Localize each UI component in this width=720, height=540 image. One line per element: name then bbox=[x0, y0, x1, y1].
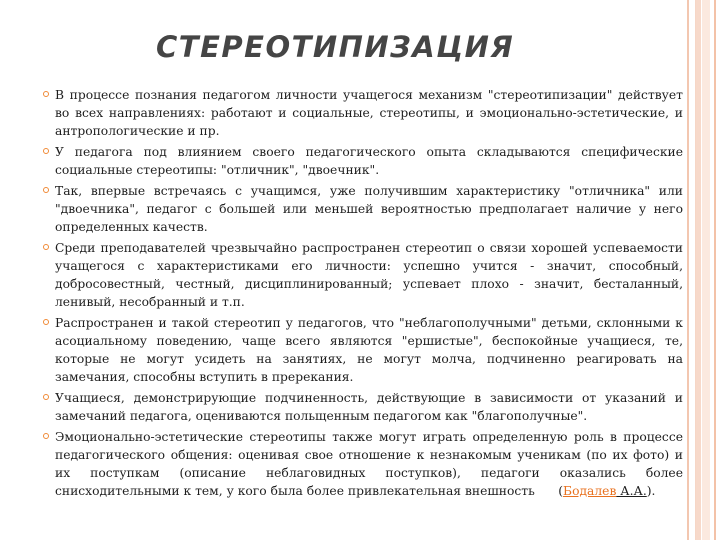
bullet-icon bbox=[43, 91, 49, 97]
bullet-icon bbox=[43, 433, 49, 439]
list-item bbox=[55, 239, 683, 311]
item-text: Учащиеся, демонстрирующие подчиненность, действующие в зависимости от указаний и замечаний педагога, оцениваются польщенным педагогом как "благополучные". bbox=[55, 391, 683, 423]
bullet-icon bbox=[43, 319, 49, 325]
item-text: В процессе познания педагогом личности учащегося механизм "стереотипизации" действует во всех направлениях: работают и социальные, стереотипы, и эмоционально-эстетические, и антропологические и пр. bbox=[55, 88, 683, 138]
slide-title: СТЕРЕОТИПИЗАЦИЯ bbox=[156, 30, 515, 64]
item-text: Среди преподавателей чрезвычайно распространен стереотип о связи хорошей успеваемости учащегося с характеристиками его личности: успешно учится - значит, способный, добросовестный, честный, дисциплинированный; успевает плохо - значит, бесталанный, ленивый, несобранный и т.п. bbox=[55, 241, 683, 309]
stripe-1 bbox=[687, 0, 689, 540]
bullet-list bbox=[55, 86, 683, 503]
item-text: У педагога под влиянием своего педагогического опыта складываются специфические социальные стереотипы: "отличник", "двоечник". bbox=[55, 145, 683, 177]
bullet-icon bbox=[43, 244, 49, 250]
author-link[interactable]: Бодалев bbox=[563, 484, 617, 498]
item-text: Эмоционально-эстетические стереотипы также могут играть определенную роль в процессе педагогического общения: оценивая свое отношение к незнакомым ученикам (по их фото) и их поступкам (описание неблаговидных поступков), педагоги оказались более снисходительными к тем, у кого была более привлекательная внешность bbox=[55, 430, 683, 498]
stripe-4 bbox=[702, 0, 710, 540]
list-item bbox=[55, 182, 683, 236]
list-item bbox=[55, 389, 683, 425]
item-text: Распространен и такой стереотип у педагогов, что "неблагополучными" детьми, склонными к асоциальному поведению, чаще всего являются "ершистые", беспокойные учащиеся, те, которые не могут усидеть на занятиях, не могут молча, подчиненно реагировать на замечания, способны вступить в пререкания. bbox=[55, 316, 683, 384]
list-item bbox=[55, 314, 683, 386]
list-item bbox=[55, 428, 683, 500]
reference bbox=[558, 484, 655, 498]
bullet-icon bbox=[43, 187, 49, 193]
bullet-icon bbox=[43, 394, 49, 400]
stripe-3 bbox=[696, 0, 701, 540]
item-text: Так, впервые встречаясь с учащимся, уже получившим характеристику "отличника" или "двоечника", педагог с большей или меньшей вероятностью предполагает наличие у него определенных качеств. bbox=[55, 184, 683, 234]
author-initials: А.А. bbox=[616, 484, 647, 498]
list-item bbox=[55, 86, 683, 140]
stripe-5 bbox=[714, 0, 716, 540]
reference-open: ( bbox=[558, 484, 564, 498]
decorative-stripes bbox=[684, 0, 720, 540]
reference-close: ). bbox=[646, 484, 656, 498]
bullet-icon bbox=[43, 148, 49, 154]
list-item bbox=[55, 143, 683, 179]
